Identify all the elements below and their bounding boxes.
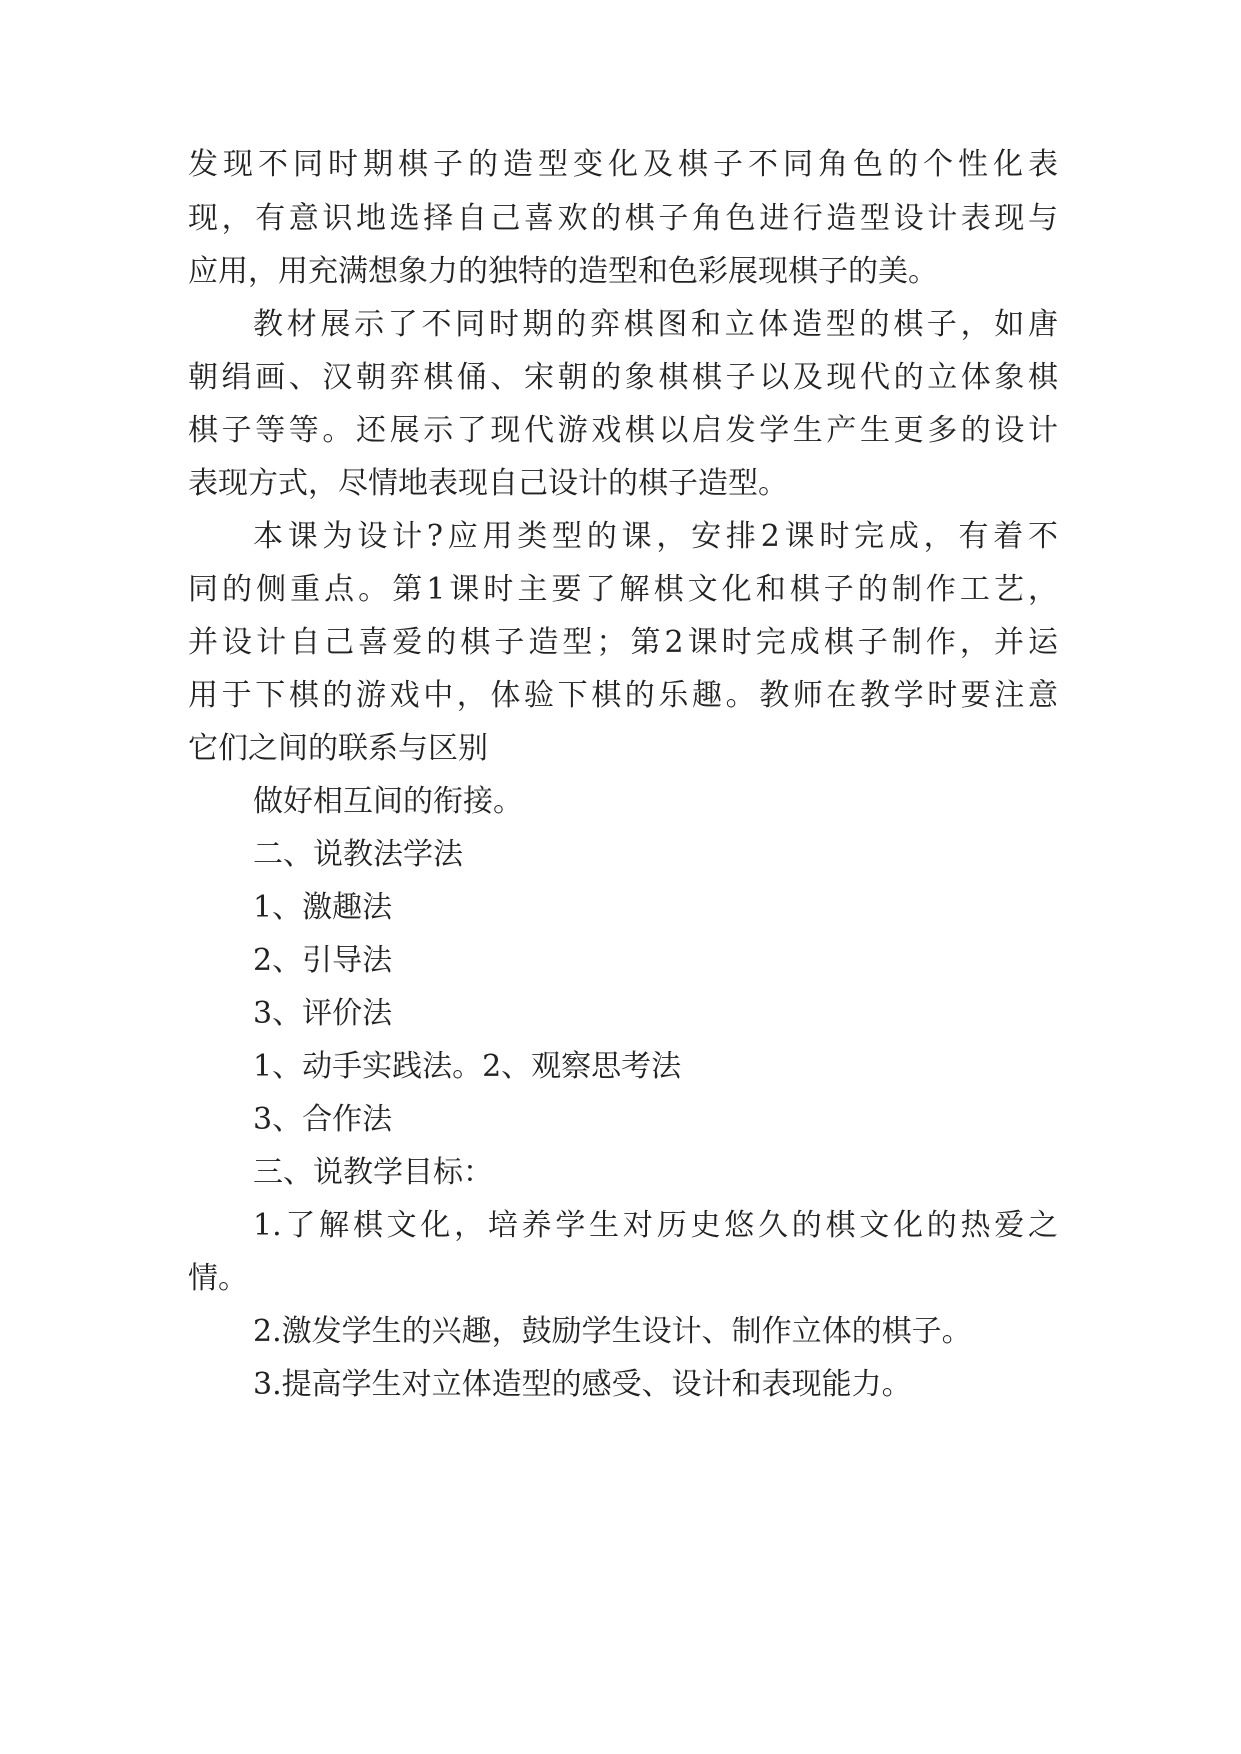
- list-item: 3.提高学生对立体造型的感受、设计和表现能力。: [253, 1367, 912, 1402]
- list-item: 1、激趣法: [253, 890, 393, 925]
- paragraph-line: 同的侧重点。第1课时主要了解棋文化和棋子的制作工艺，: [188, 572, 1058, 607]
- paragraph-line: 发现不同时期棋子的造型变化及棋子不同角色的个性化表: [188, 147, 1058, 182]
- list-item: 3、评价法: [253, 996, 393, 1031]
- paragraph-line: 用于下棋的游戏中，体验下棋的乐趣。教师在教学时要注意: [188, 678, 1058, 713]
- list-item: 2、引导法: [253, 943, 393, 978]
- list-item: 1.了解棋文化，培养学生对历史悠久的棋文化的热爱之: [253, 1208, 1058, 1243]
- paragraph-line: 并设计自己喜爱的棋子造型；第2课时完成棋子制作，并运: [188, 625, 1058, 660]
- list-item-continuation: 情。: [188, 1261, 248, 1296]
- paragraph-line: 朝绢画、汉朝弈棋俑、宋朝的象棋棋子以及现代的立体象棋: [188, 360, 1058, 395]
- list-item: 1、动手实践法。2、观察思考法: [253, 1049, 682, 1084]
- paragraph-line: 棋子等等。还展示了现代游戏棋以启发学生产生更多的设计: [188, 413, 1058, 448]
- list-item: 2.激发学生的兴趣，鼓励学生设计、制作立体的棋子。: [253, 1314, 972, 1349]
- paragraph-line: 现，有意识地选择自己喜欢的棋子角色进行造型设计表现与: [188, 201, 1058, 236]
- paragraph-line: 它们之间的联系与区别: [188, 731, 488, 766]
- paragraph-line: 本课为设计?应用类型的课，安排2课时完成，有着不: [253, 519, 1058, 554]
- paragraph-line: 教材展示了不同时期的弈棋图和立体造型的棋子，如唐: [253, 307, 1058, 342]
- paragraph-line: 表现方式，尽情地表现自己设计的棋子造型。: [188, 466, 788, 501]
- paragraph-line: 做好相互间的衔接。: [253, 784, 523, 819]
- section-heading: 二、说教法学法: [253, 837, 463, 872]
- section-heading: 三、说教学目标：: [253, 1155, 493, 1190]
- list-item: 3、合作法: [253, 1102, 393, 1137]
- paragraph-line: 应用，用充满想象力的独特的造型和色彩展现棋子的美。: [188, 254, 938, 289]
